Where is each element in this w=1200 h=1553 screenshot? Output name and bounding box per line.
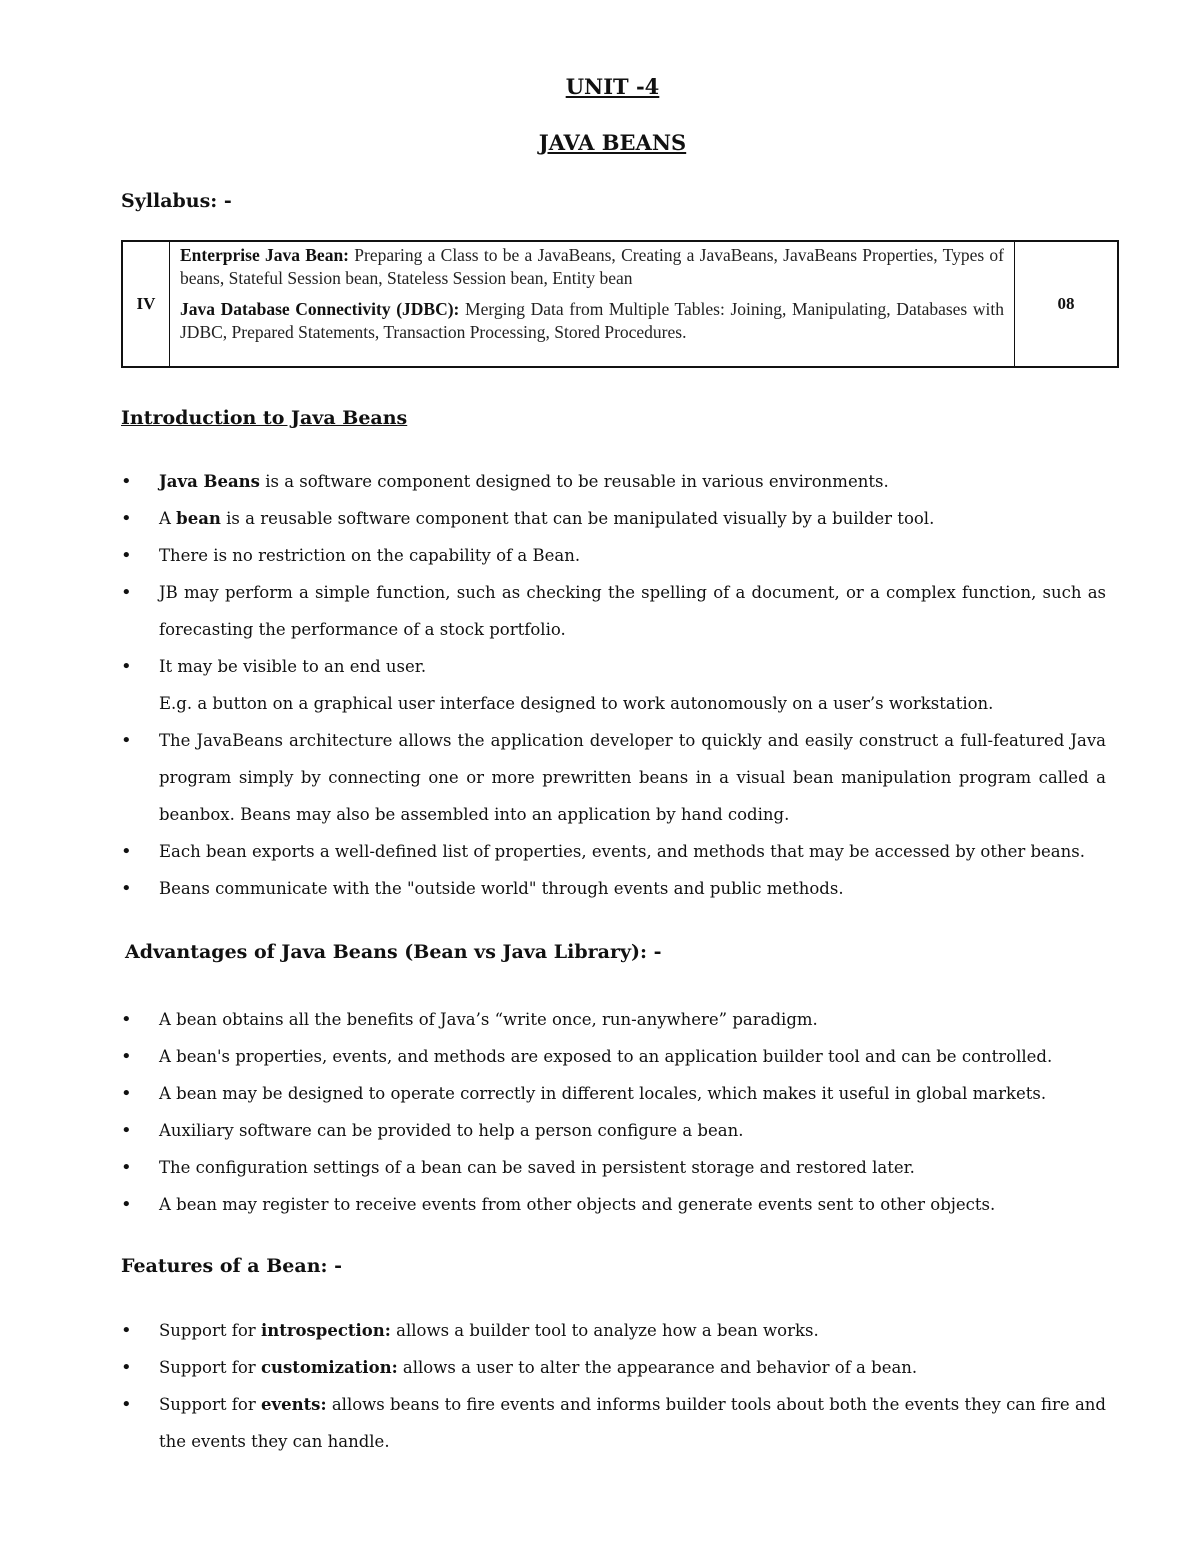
list-item-text: Beans communicate with the "outside world" through events and public methods. xyxy=(159,879,844,898)
list-item-pre: Support for xyxy=(159,1358,261,1377)
list-item xyxy=(121,1349,1106,1386)
list-item-text: There is no restriction on the capability of a Bean. xyxy=(159,546,581,565)
features-heading: Features of a Bean: - xyxy=(121,1255,343,1277)
list-item-bold: introspection: xyxy=(260,1321,391,1340)
syllabus-label: Syllabus: - xyxy=(121,190,232,212)
list-item xyxy=(121,1312,1106,1349)
syllabus-topic-jdbc-text: Merging Data from Multiple Tables: Joining, Manipulating, Databases with JDBC, Prepared Statements, Transaction Processing, Stored Procedures. xyxy=(180,299,1004,342)
list-item-text: is a software component designed to be reusable in various environments. xyxy=(259,472,889,491)
advantages-heading: Advantages of Java Beans (Bean vs Java Library): - xyxy=(125,941,662,963)
list-item-pre: Support for xyxy=(159,1395,261,1414)
list-item-bold: events: xyxy=(260,1395,327,1414)
syllabus-topic-jdbc xyxy=(180,298,1004,344)
list-item-text: Each bean exports a well-defined list of properties, events, and methods that may be accessed by other beans. xyxy=(159,842,1085,861)
list-item-text: is a reusable software component that can be manipulated visually by a builder tool. xyxy=(220,509,935,528)
list-item-pre: A xyxy=(159,509,177,528)
advantages-list xyxy=(121,1001,1106,1223)
list-item-bold: bean xyxy=(176,509,221,528)
list-item: • A bean may be designed to operate correctly in different locales, which makes it useful in global markets. xyxy=(121,1075,1106,1112)
list-item xyxy=(121,574,1106,648)
syllabus-hours: 08 xyxy=(1057,294,1075,313)
list-item: • A bean's properties, events, and methods are exposed to an application builder tool and can be controlled. xyxy=(121,1038,1106,1075)
list-item-text: It may be visible to an end user. xyxy=(159,657,427,676)
list-item: • A bean obtains all the benefits of Java’s “write once, run-anywhere” paradigm. xyxy=(121,1001,1106,1038)
list-item xyxy=(121,537,1106,574)
intro-list xyxy=(121,463,1106,907)
intro-heading: Introduction to Java Beans xyxy=(121,407,408,429)
list-item xyxy=(121,463,1106,500)
list-item-text: allows a user to alter the appearance and behavior of a bean. xyxy=(397,1358,918,1377)
syllabus-topic-jdbc-title: Java Database Connectivity (JDBC): xyxy=(180,299,460,319)
list-item xyxy=(121,648,1106,685)
list-item-text: allows beans to fire events and informs builder tools about both the events they can fire and the events they can handle. xyxy=(159,1395,1106,1451)
list-item: • The configuration settings of a bean can be saved in persistent storage and restored later. xyxy=(121,1149,1106,1186)
features-list xyxy=(121,1312,1106,1460)
syllabus-topic-ejb-text: Preparing a Class to be a JavaBeans, Creating a JavaBeans, JavaBeans Properties, Types of beans, Stateful Session bean, Stateless Session bean, Entity bean xyxy=(180,245,1004,288)
list-item: • A bean may register to receive events from other objects and generate events sent to other objects. xyxy=(121,1186,1106,1223)
syllabus-unit-number: IV xyxy=(123,242,170,366)
page-title: JAVA BEANS xyxy=(538,130,687,155)
list-item-pre: Support for xyxy=(159,1321,261,1340)
list-item: • Auxiliary software can be provided to help a person configure a bean. xyxy=(121,1112,1106,1149)
syllabus-topic-ejb-title: Enterprise Java Bean: xyxy=(180,245,350,265)
syllabus-table xyxy=(121,240,1119,368)
list-item-continuation xyxy=(121,685,1106,722)
list-item xyxy=(121,722,1106,833)
list-item-bold: Java Beans xyxy=(159,472,260,491)
syllabus-content xyxy=(170,242,1015,366)
list-item xyxy=(121,500,1106,537)
list-item-text: E.g. a button on a graphical user interface designed to work autonomously on a user’s workstation. xyxy=(159,694,994,713)
list-item xyxy=(121,833,1106,870)
list-item-text: The JavaBeans architecture allows the application developer to quickly and easily construct a full-featured Java program simply by connecting one or more prewritten beans in a visual bean manipulation program called a beanbox. Beans may also be assembled into an application by hand coding. xyxy=(159,731,1106,824)
syllabus-topic-ejb xyxy=(180,244,1004,290)
list-item xyxy=(121,870,1106,907)
list-item-text: JB may perform a simple function, such as checking the spelling of a document, or a complex function, such as forecasting the performance of a stock portfolio. xyxy=(159,583,1106,639)
list-item xyxy=(121,1386,1106,1460)
list-item-bold: customization: xyxy=(260,1358,398,1377)
unit-title: UNIT -4 xyxy=(565,74,660,99)
list-item-text: allows a builder tool to analyze how a bean works. xyxy=(390,1321,819,1340)
